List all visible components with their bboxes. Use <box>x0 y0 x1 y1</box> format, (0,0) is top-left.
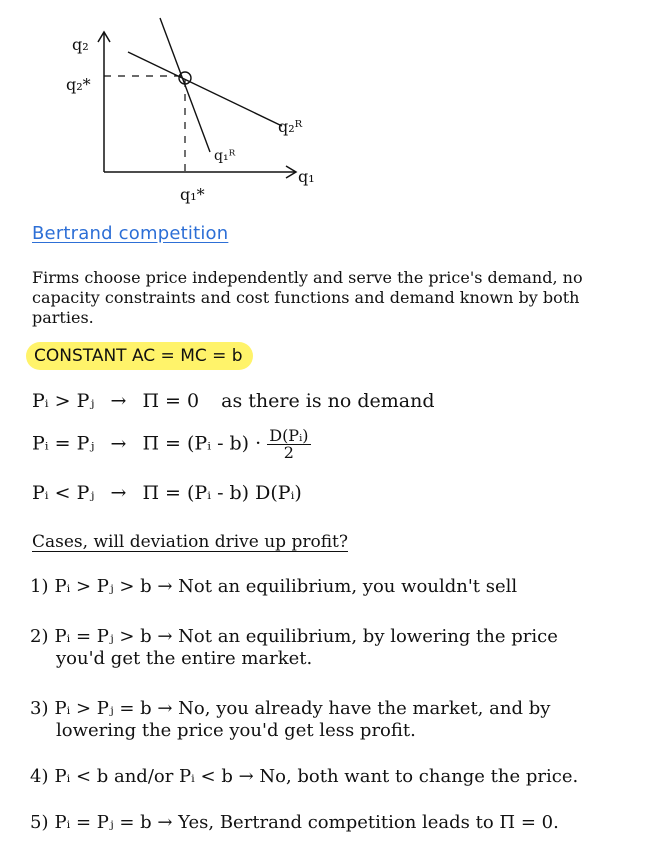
condition-rhs: Π = (Pᵢ - b) D(Pᵢ) <box>142 482 302 504</box>
fraction-denominator: 2 <box>283 443 294 462</box>
cases-title: Cases, will deviation drive up profit? <box>32 532 348 552</box>
case-text: Pᵢ > Pⱼ > b → Not an equilibrium, you wouldn't sell <box>54 576 518 597</box>
case-text: Pᵢ = Pⱼ = b → Yes, Bertrand competition leads to Π = 0. <box>54 812 559 833</box>
y-axis-label: q₂ <box>72 35 89 54</box>
condition-lhs: Pᵢ < Pⱼ <box>32 482 95 504</box>
q1-star-label: q₁* <box>180 185 205 204</box>
section-title: Bertrand competition <box>32 223 229 244</box>
arrow-icon: → <box>110 390 127 412</box>
q1R-curve-label: q₁ᴿ <box>214 148 236 164</box>
description-paragraph: Firms choose price independently and serve the price's demand, no capacity constraints and cost functions and demand known by both parties. <box>32 268 583 327</box>
q2R-curve-label: q₂ᴿ <box>278 117 303 136</box>
condition-lhs: Pᵢ > Pⱼ <box>32 390 95 412</box>
highlighted-assumption: CONSTANT AC = MC = b <box>26 342 253 370</box>
case-item <box>30 626 640 670</box>
reaction-function-diagram <box>60 10 360 220</box>
fraction-numerator: D(Pᵢ) <box>269 426 309 445</box>
case-item <box>30 576 640 598</box>
reaction-line-q2 <box>128 52 282 126</box>
case-number: 3) <box>30 698 49 719</box>
condition-note: as there is no demand <box>221 390 435 412</box>
condition-rhs: Π = 0 <box>142 390 200 412</box>
case-number: 1) <box>30 576 49 597</box>
case-number: 2) <box>30 626 49 647</box>
arrow-icon: → <box>110 432 127 455</box>
case-text: Pᵢ > Pⱼ = b → No, you already have the market, and by <box>54 698 551 719</box>
case-item <box>30 766 640 788</box>
q2-star-label: q₂* <box>66 75 91 94</box>
x-axis-label: q₁ <box>298 167 315 186</box>
case-text: Pᵢ < b and/or Pᵢ < b → No, both want to change the price. <box>54 766 579 787</box>
fraction <box>267 428 310 461</box>
arrow-icon: → <box>110 482 127 504</box>
case-item <box>30 812 640 834</box>
case-item <box>30 698 640 742</box>
condition-row <box>32 482 302 504</box>
condition-lhs: Pᵢ = Pⱼ <box>32 432 95 455</box>
condition-row <box>32 428 311 461</box>
case-text: Pᵢ = Pⱼ > b → Not an equilibrium, by lowering the price <box>54 626 558 647</box>
case-number: 5) <box>30 812 49 833</box>
case-text-continued: lowering the price you'd get less profit. <box>56 720 416 741</box>
condition-row <box>32 390 435 412</box>
case-number: 4) <box>30 766 49 787</box>
condition-rhs: Π = (Pᵢ - b) · <box>142 432 262 455</box>
case-text-continued: you'd get the entire market. <box>56 648 313 669</box>
